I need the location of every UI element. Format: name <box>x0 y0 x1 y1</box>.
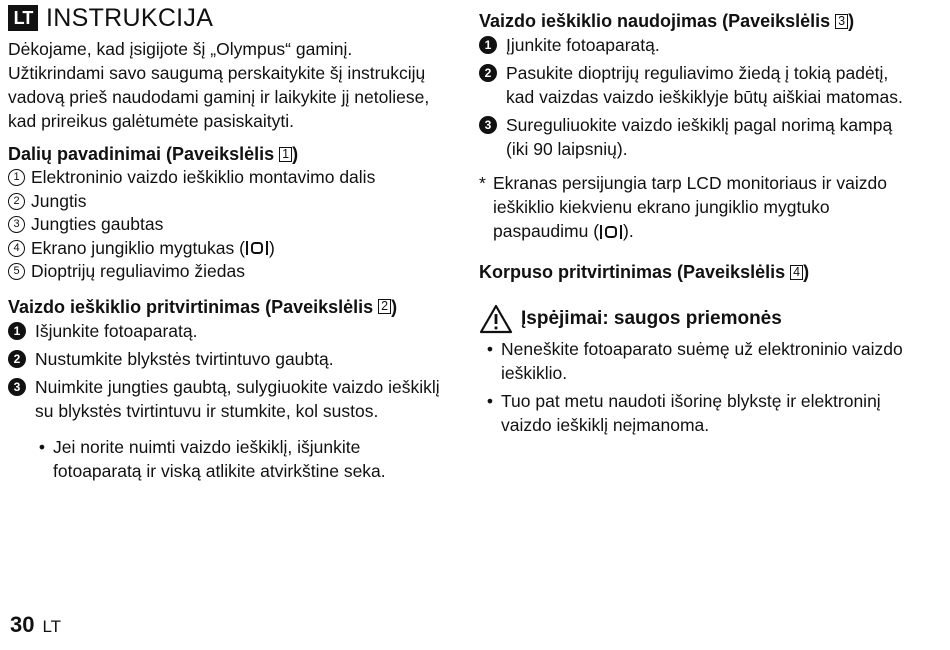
part-item <box>8 166 453 190</box>
step-item <box>479 61 919 109</box>
bullet-mark: • <box>486 339 494 359</box>
use-heading-close: ) <box>848 11 855 31</box>
screen-switch-icon <box>246 241 268 255</box>
warning-heading <box>479 304 919 334</box>
use-heading-text: Vaizdo ieškiklio naudojimas (Paveikslėlis <box>479 11 831 31</box>
step-item <box>479 33 919 57</box>
bullet-mark: • <box>486 391 494 411</box>
parts-heading-text: Dalių pavadinimai (Paveikslėlis <box>8 144 275 164</box>
parts-heading-close: ) <box>292 144 299 164</box>
part-number: 1 <box>8 169 25 186</box>
language-badge: LT <box>8 5 38 31</box>
figure-ref-3: 3 <box>835 14 848 29</box>
bullet-text: Jei norite nuimti vaizdo ieškiklį, išjunkite fotoaparatą ir viską atlikite atvirkštine seka. <box>53 436 386 481</box>
part-number: 5 <box>8 263 25 280</box>
step-text: Išjunkite fotoaparatą. <box>35 320 198 341</box>
figure-ref-2: 2 <box>378 299 391 314</box>
attach-heading-text: Vaizdo ieškiklio pritvirtinimas (Paveikslėlis <box>8 296 374 317</box>
step-item <box>8 347 453 371</box>
step-number: 1 <box>479 36 497 54</box>
warning-triangle-icon <box>479 304 513 334</box>
part-label: Ekrano jungiklio mygtukas ( <box>31 237 245 258</box>
note-text-after: ). <box>623 221 634 241</box>
part-number: 3 <box>8 216 25 233</box>
part-label-after: ) <box>268 237 275 258</box>
right-column <box>479 4 919 441</box>
part-item <box>8 190 453 214</box>
bullet-mark: • <box>38 436 46 457</box>
part-label: Elektroninio vaizdo ieškiklio montavimo dalis <box>31 167 376 187</box>
step-text: Įjunkite fotoaparatą. <box>506 35 660 55</box>
part-item <box>8 213 453 237</box>
left-column <box>8 4 453 487</box>
body-attach-heading-close: ) <box>803 262 810 282</box>
step-item <box>8 375 453 423</box>
step-number: 3 <box>8 378 26 396</box>
bullet-item <box>479 389 919 437</box>
page-number: 30 <box>10 612 35 637</box>
attach-notes <box>8 435 453 483</box>
step-number: 3 <box>479 116 497 134</box>
figure-ref-4: 4 <box>790 265 803 280</box>
use-heading <box>479 10 919 32</box>
note-body <box>493 171 919 243</box>
warning-list <box>479 337 919 437</box>
intro-paragraph: Dėkojame, kad įsigijote šį „Olympus“ gaminį. Užtikrindami savo saugumą perskaitykite šį instrukcijų vadovą prieš naudodami gaminį ir laikykite jį netoliese, kad prireikus galėtumėte pasiskaityti. <box>8 39 430 131</box>
step-item <box>8 319 453 343</box>
screen-switch-icon <box>600 225 622 239</box>
step-number: 2 <box>8 350 26 368</box>
step-number: 1 <box>8 322 26 340</box>
attach-heading <box>8 296 453 318</box>
attach-steps <box>8 319 453 423</box>
step-item <box>479 113 919 161</box>
parts-list <box>8 166 453 284</box>
part-number: 2 <box>8 193 25 210</box>
screen-switch-note <box>479 171 919 243</box>
parts-heading <box>8 143 453 165</box>
bullet-item <box>479 337 919 385</box>
step-text: Nustumkite blykstės tvirtintuvo gaubtą. <box>35 348 334 369</box>
step-text: Pasukite dioptrijų reguliavimo žiedą į tokią padėtį, kad vaizdas vaizdo ieškiklyje būtų aiškiai matomas. <box>506 63 903 107</box>
part-label: Jungties gaubtas <box>31 214 164 234</box>
attach-heading-close: ) <box>391 296 398 317</box>
note-star: * <box>479 173 486 193</box>
step-number: 2 <box>479 64 497 82</box>
part-item <box>8 237 453 261</box>
figure-ref-1: 1 <box>279 147 292 162</box>
body-attach-heading <box>479 261 919 283</box>
part-label: Jungtis <box>31 190 87 211</box>
use-steps <box>479 33 919 161</box>
note-text: Ekranas persijungia tarp LCD monitoriaus ir vaizdo ieškiklio kiekvienu ekrano jungiklio mygtuko paspaudimu ( <box>493 173 887 241</box>
step-text: Nuimkite jungties gaubtą, sulygiuokite vaizdo ieškiklį su blykstės tvirtintuvu ir stumkite, kol sustos. <box>35 376 440 421</box>
part-item <box>8 260 453 284</box>
page-title: INSTRUKCIJA <box>46 4 214 32</box>
step-text: Sureguliuokite vaizdo ieškiklį pagal norimą kampą (iki 90 laipsnių). <box>506 115 893 159</box>
bullet-text: Neneškite fotoaparato suėmę už elektroninio vaizdo ieškiklio. <box>501 339 903 383</box>
bullet-text: Tuo pat metu naudoti išorinę blykstę ir elektroninį vaizdo ieškiklį neįmanoma. <box>501 391 881 435</box>
part-number: 4 <box>8 240 25 257</box>
page-footer <box>10 612 61 638</box>
body-attach-heading-text: Korpuso pritvirtinimas (Paveikslėlis <box>479 262 786 282</box>
warning-title: Įspėjimai: saugos priemonės <box>521 308 782 329</box>
footer-language: LT <box>42 617 62 636</box>
part-label: Dioptrijų reguliavimo žiedas <box>31 261 245 281</box>
bullet-item <box>31 435 453 483</box>
title-row <box>8 4 453 32</box>
